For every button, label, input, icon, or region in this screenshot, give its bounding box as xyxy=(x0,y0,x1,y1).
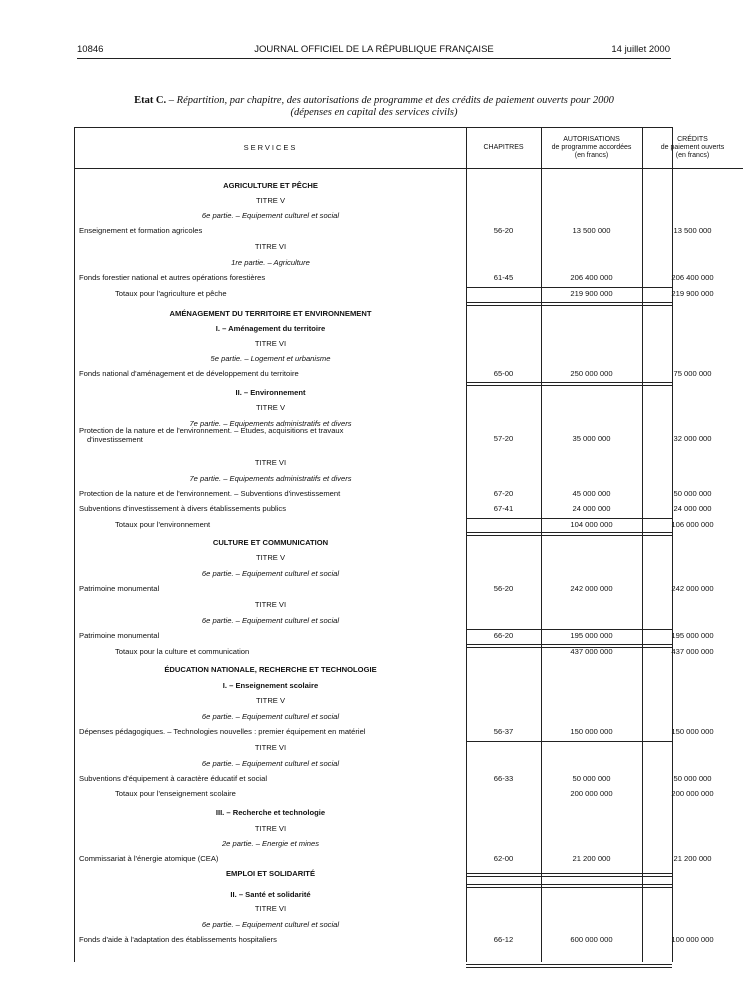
autorisation-amount: 150 000 000 xyxy=(570,727,613,736)
autorisation-amount: 50 000 000 xyxy=(572,774,611,783)
section-rule xyxy=(466,532,672,536)
title-line2: (dépenses en capital des services civils) xyxy=(290,107,458,118)
column-divider xyxy=(642,128,643,962)
credit-amount: 50 000 000 xyxy=(673,774,712,783)
page-number: 10846 xyxy=(77,44,104,55)
line-item-label: Fonds d'aide à l'adaptation des établissements hospitaliers xyxy=(79,935,277,944)
credit-amount: 75 000 000 xyxy=(673,369,712,378)
chapitre-number: 66-20 xyxy=(493,631,514,640)
total-credit: 219 900 000 xyxy=(671,289,714,298)
autorisation-amount: 45 000 000 xyxy=(572,489,611,498)
total-label: Totaux pour l'agriculture et pêche xyxy=(115,289,227,298)
autorisation-amount: 13 500 000 xyxy=(572,226,611,235)
credits-table xyxy=(74,127,725,962)
partie-label: 6e partie. – Equipement culturel et social xyxy=(201,920,340,929)
subsection-heading: III. – Recherche et technologie xyxy=(215,808,326,817)
autorisation-amount: 242 000 000 xyxy=(570,584,613,593)
chapitre-number: 56-20 xyxy=(493,584,514,593)
publication-date: 14 juillet 2000 xyxy=(611,44,670,55)
credit-amount: 242 000 000 xyxy=(671,584,714,593)
line-item-label: Fonds national d'aménagement et de développement du territoire xyxy=(79,369,299,378)
credit-amount: 206 400 000 xyxy=(671,273,714,282)
partie-label: 6e partie. – Equipement culturel et social xyxy=(201,569,340,578)
autorisation-amount: 206 400 000 xyxy=(570,273,613,282)
titre-label: TITRE VI xyxy=(254,458,287,467)
credit-amount: 195 000 000 xyxy=(671,631,714,640)
partie-label: 6e partie. – Equipement culturel et social xyxy=(201,616,340,625)
section-heading: ÉDUCATION NATIONALE, RECHERCHE ET TECHNOLOGIE xyxy=(164,665,377,674)
total-label: Totaux pour l'enseignement scolaire xyxy=(115,789,236,798)
chapitre-number: 57-20 xyxy=(493,434,514,443)
amount-rule xyxy=(466,287,672,288)
chapitre-number: 66-12 xyxy=(493,935,514,944)
partie-label: 7e partie. – Equipements administratifs et divers xyxy=(189,419,352,428)
line-item-label: Protection de la nature et de l'environnement. – Etudes, acquisitions et travaux xyxy=(79,426,344,435)
partie-label: 7e partie. – Equipements administratifs et divers xyxy=(189,474,352,483)
credit-amount: 21 200 000 xyxy=(673,854,712,863)
chapitre-number: 66-33 xyxy=(493,774,514,783)
section-rule xyxy=(466,382,672,386)
titre-label: TITRE VI xyxy=(254,600,287,609)
autorisation-amount: 21 200 000 xyxy=(572,854,611,863)
col-header-credits: CRÉDITS de paiement ouverts (en francs) xyxy=(642,128,743,169)
partie-label: 1re partie. – Agriculture xyxy=(231,258,310,267)
titre-label: TITRE V xyxy=(255,553,286,562)
amount-rule xyxy=(466,518,672,519)
amount-rule xyxy=(466,741,672,742)
total-label: Totaux pour la culture et communication xyxy=(115,647,250,656)
total-credit: 437 000 000 xyxy=(671,647,714,656)
chapitre-number: 67-41 xyxy=(493,504,514,513)
column-divider xyxy=(466,128,467,962)
line-item-label: Patrimoine monumental xyxy=(79,584,160,593)
col-header-chapitres: CHAPITRES xyxy=(466,128,541,169)
section-heading: EMPLOI ET SOLIDARITÉ xyxy=(225,869,316,878)
total-autorisation: 104 000 000 xyxy=(570,520,613,529)
credit-amount: 100 000 000 xyxy=(671,935,714,944)
titre-label: TITRE VI xyxy=(254,339,287,348)
table-title xyxy=(70,95,678,119)
col-header-autorisations: AUTORISATIONS de programme accordées (en francs) xyxy=(541,128,642,169)
credit-amount: 32 000 000 xyxy=(673,434,712,443)
partie-label: 5e partie. – Logement et urbanisme xyxy=(210,354,331,363)
section-rule xyxy=(466,884,672,888)
column-divider xyxy=(541,128,542,962)
autorisation-amount: 35 000 000 xyxy=(572,434,611,443)
autorisation-amount: 195 000 000 xyxy=(570,631,613,640)
credit-amount: 13 500 000 xyxy=(673,226,712,235)
section-rule xyxy=(466,302,672,306)
line-item-label-cont: d'investissement xyxy=(87,435,143,444)
chapitre-number: 62-00 xyxy=(493,854,514,863)
autorisation-amount: 24 000 000 xyxy=(572,504,611,513)
total-autorisation: 437 000 000 xyxy=(570,647,613,656)
total-autorisation: 200 000 000 xyxy=(570,789,613,798)
partie-label: 6e partie. – Equipement culturel et social xyxy=(201,712,340,721)
credit-amount: 50 000 000 xyxy=(673,489,712,498)
chapitre-number: 56-20 xyxy=(493,226,514,235)
titre-label: TITRE VI xyxy=(254,743,287,752)
titre-label: TITRE VI xyxy=(254,242,287,251)
titre-label: TITRE V xyxy=(255,403,286,412)
section-rule xyxy=(466,644,672,648)
subsection-heading: II. – Santé et solidarité xyxy=(230,890,311,899)
total-autorisation: 219 900 000 xyxy=(570,289,613,298)
section-heading: AMÉNAGEMENT DU TERRITOIRE ET ENVIRONNEMENT xyxy=(169,309,372,318)
chapitre-number: 65-00 xyxy=(493,369,514,378)
total-credit: 200 000 000 xyxy=(671,789,714,798)
credit-amount: 150 000 000 xyxy=(671,727,714,736)
line-item-label: Protection de la nature et de l'environnement. – Subventions d'investissement xyxy=(79,489,341,498)
titre-label: TITRE V xyxy=(255,196,286,205)
section-rule xyxy=(466,964,672,968)
line-item-label: Commissariat à l'énergie atomique (CEA) xyxy=(79,854,219,863)
journal-title: JOURNAL OFFICIEL DE LA RÉPUBLIQUE FRANÇAISE xyxy=(254,44,494,55)
credit-amount: 24 000 000 xyxy=(673,504,712,513)
line-item-label: Patrimoine monumental xyxy=(79,631,160,640)
line-item-label: Enseignement et formation agricoles xyxy=(79,226,203,235)
titre-label: TITRE V xyxy=(255,696,286,705)
col-header-services: SERVICES xyxy=(75,128,466,169)
line-item-label: Fonds forestier national et autres opérations forestières xyxy=(79,273,266,282)
section-heading: AGRICULTURE ET PÊCHE xyxy=(223,181,318,190)
header-rule xyxy=(77,58,671,59)
title-label: Etat C. xyxy=(134,95,167,106)
title-line1: – Répartition, par chapitre, des autorisations de programme et des crédits de paiement ouverts pour 2000 xyxy=(166,95,614,106)
titre-label: TITRE VI xyxy=(254,824,287,833)
amount-rule xyxy=(466,629,672,630)
titre-label: TITRE VI xyxy=(254,904,287,913)
total-credit: 106 000 000 xyxy=(671,520,714,529)
section-heading: CULTURE ET COMMUNICATION xyxy=(212,538,329,547)
chapitre-number: 56-37 xyxy=(493,727,514,736)
subsection-heading: I. – Aménagement du territoire xyxy=(215,324,326,333)
partie-label: 2e partie. – Energie et mines xyxy=(221,839,320,848)
line-item-label: Subventions d'équipement à caractère éducatif et social xyxy=(79,774,268,783)
autorisation-amount: 600 000 000 xyxy=(570,935,613,944)
section-rule xyxy=(466,873,672,877)
total-label: Totaux pour l'environnement xyxy=(115,520,211,529)
subsection-heading: II. – Environnement xyxy=(235,388,306,397)
chapitre-number: 61-45 xyxy=(493,273,514,282)
line-item-label: Subventions d'investissement à divers établissements publics xyxy=(79,504,287,513)
partie-label: 6e partie. – Equipement culturel et social xyxy=(201,759,340,768)
subsection-heading: I. – Enseignement scolaire xyxy=(222,681,319,690)
line-item-label: Dépenses pédagogiques. – Technologies nouvelles : premier équipement en matériel xyxy=(79,727,366,736)
autorisation-amount: 250 000 000 xyxy=(570,369,613,378)
partie-label: 6e partie. – Equipement culturel et social xyxy=(201,211,340,220)
chapitre-number: 67-20 xyxy=(493,489,514,498)
